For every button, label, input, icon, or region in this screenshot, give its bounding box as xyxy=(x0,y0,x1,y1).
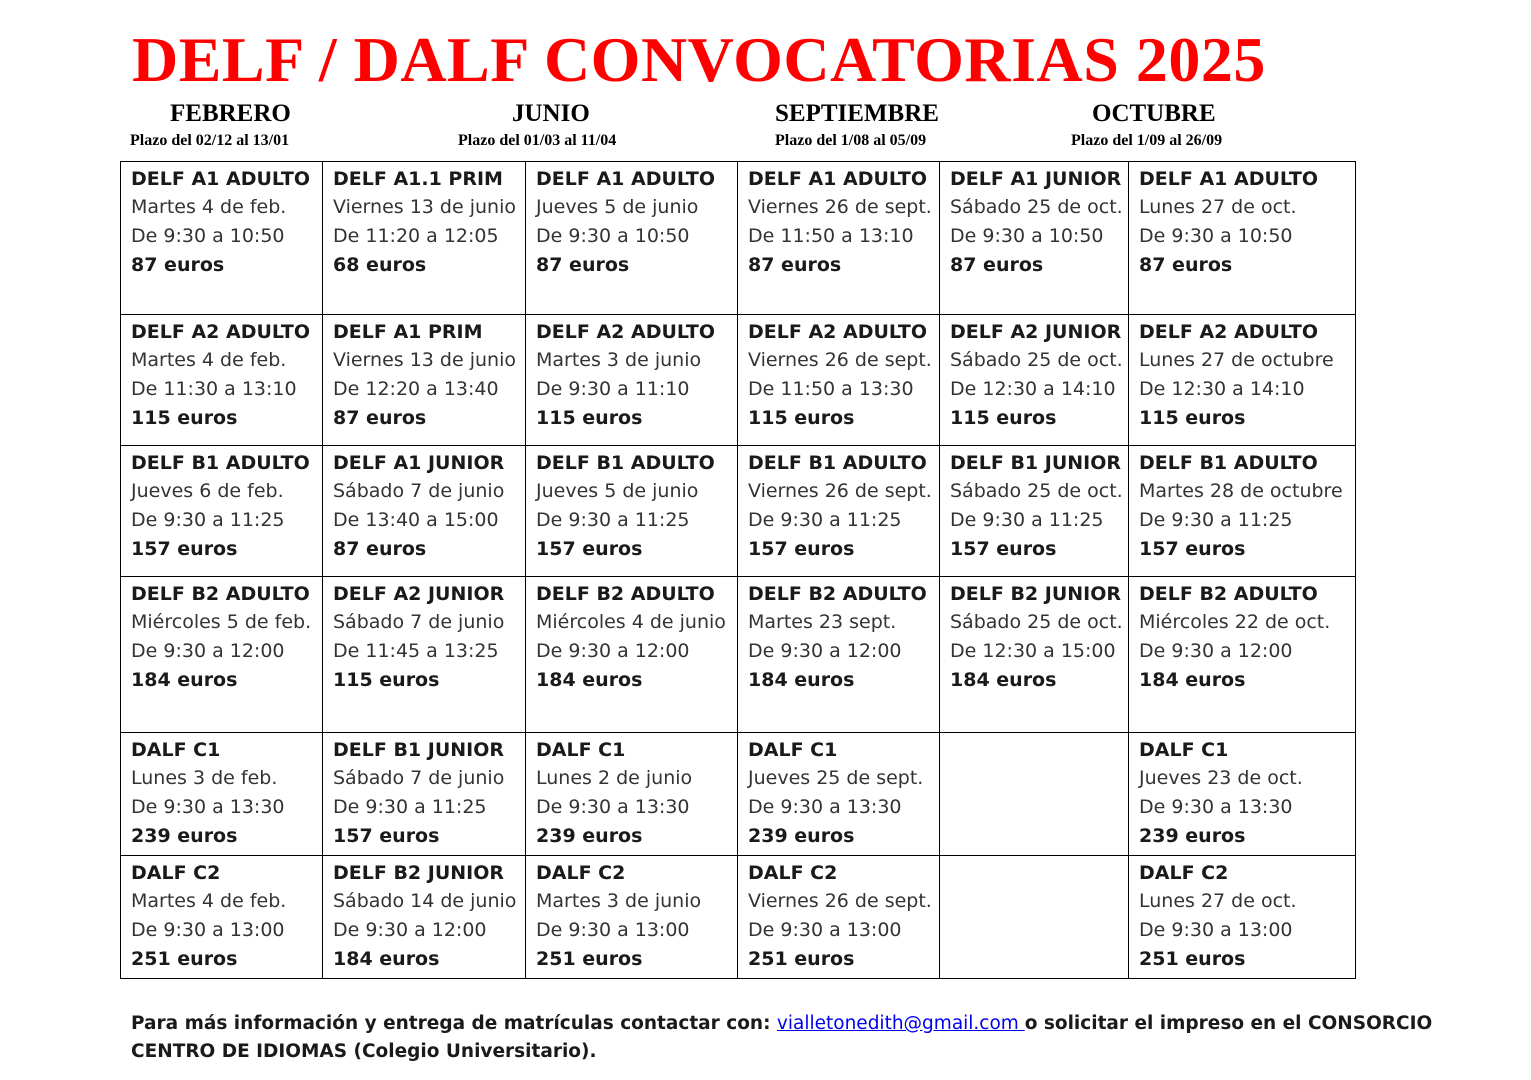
exam-date: Viernes 26 de sept. xyxy=(748,196,932,218)
exam-price: 157 euros xyxy=(333,825,440,847)
exam-time: De 11:45 a 13:25 xyxy=(333,640,499,662)
exam-name: DALF C1 xyxy=(748,739,838,761)
exam-date: Lunes 27 de oct. xyxy=(1139,196,1297,218)
exam-price: 239 euros xyxy=(131,825,238,847)
exam-time: De 11:50 a 13:30 xyxy=(748,378,914,400)
exam-date: Jueves 25 de sept. xyxy=(748,767,924,789)
exam-price: 239 euros xyxy=(1139,825,1246,847)
exam-date: Martes 4 de feb. xyxy=(131,890,287,912)
exam-price: 115 euros xyxy=(131,407,238,429)
exam-date: Lunes 27 de oct. xyxy=(1139,890,1297,912)
exam-cell xyxy=(526,856,738,979)
exam-cell xyxy=(323,577,526,733)
exam-time: De 9:30 a 13:30 xyxy=(1139,796,1293,818)
exam-name: DELF A2 JUNIOR xyxy=(950,321,1122,343)
exam-time: De 9:30 a 11:10 xyxy=(536,378,690,400)
exam-name: DELF B2 ADULTO xyxy=(536,583,715,605)
exam-time: De 9:30 a 13:30 xyxy=(748,796,902,818)
exam-name: DALF C2 xyxy=(1139,862,1229,884)
month-junio: JUNIO xyxy=(512,100,590,127)
exam-price: 87 euros xyxy=(1139,254,1233,276)
contact-email-link[interactable]: vialletonedith@gmail.com xyxy=(776,1013,1025,1034)
exam-price: 87 euros xyxy=(131,254,225,276)
exam-price: 184 euros xyxy=(748,669,855,691)
exam-date: Viernes 26 de sept. xyxy=(748,890,932,912)
exam-time: De 9:30 a 11:25 xyxy=(950,509,1104,531)
exam-date: Sábado 7 de junio xyxy=(333,611,505,633)
exam-time: De 9:30 a 11:25 xyxy=(536,509,690,531)
exam-price: 115 euros xyxy=(333,669,440,691)
exam-cell xyxy=(323,162,526,315)
exam-cell xyxy=(526,446,738,577)
exam-cell xyxy=(738,733,940,856)
exam-cell xyxy=(1129,315,1356,446)
page-title: DELF / DALF CONVOCATORIAS 2025 xyxy=(132,24,1266,95)
exam-cell xyxy=(121,733,323,856)
exam-name: DELF B1 JUNIOR xyxy=(333,739,505,761)
exam-name: DELF B1 JUNIOR xyxy=(950,452,1122,474)
exam-name: DALF C1 xyxy=(1139,739,1229,761)
exam-cell xyxy=(940,162,1129,315)
exam-cell xyxy=(121,315,323,446)
plazo-junio: Plazo del 01/03 al 11/04 xyxy=(458,132,617,149)
exam-price: 87 euros xyxy=(748,254,842,276)
exam-name: DELF A1 ADULTO xyxy=(536,168,715,190)
exam-name: DELF B1 ADULTO xyxy=(131,452,310,474)
exam-time: De 9:30 a 13:30 xyxy=(131,796,285,818)
exam-price: 184 euros xyxy=(1139,669,1246,691)
month-octubre: OCTUBRE xyxy=(1092,100,1216,127)
exam-time: De 11:20 a 12:05 xyxy=(333,225,499,247)
empty-cell xyxy=(940,856,1129,979)
exam-price: 115 euros xyxy=(950,407,1057,429)
exam-date: Martes 3 de junio xyxy=(536,349,702,371)
exam-date: Sábado 25 de oct. xyxy=(950,480,1123,502)
exam-price: 239 euros xyxy=(536,825,643,847)
exam-time: De 12:30 a 14:10 xyxy=(950,378,1116,400)
exam-cell xyxy=(323,856,526,979)
exam-price: 87 euros xyxy=(950,254,1044,276)
exam-price: 239 euros xyxy=(748,825,855,847)
exam-name: DELF A1 PRIM xyxy=(333,321,483,343)
exam-price: 157 euros xyxy=(748,538,855,560)
schedule-row xyxy=(121,733,1356,856)
exam-date: Jueves 6 de feb. xyxy=(131,480,284,502)
exam-time: De 11:30 a 13:10 xyxy=(131,378,297,400)
exam-name: DALF C1 xyxy=(536,739,626,761)
exam-name: DELF B1 ADULTO xyxy=(536,452,715,474)
exam-time: De 9:30 a 13:00 xyxy=(1139,919,1293,941)
exam-price: 115 euros xyxy=(1139,407,1246,429)
exam-price: 157 euros xyxy=(950,538,1057,560)
exam-cell xyxy=(121,856,323,979)
exam-name: DELF B1 ADULTO xyxy=(748,452,927,474)
plazo-febrero: Plazo del 02/12 al 13/01 xyxy=(130,132,290,149)
exam-date: Sábado 25 de oct. xyxy=(950,611,1123,633)
exam-price: 157 euros xyxy=(131,538,238,560)
exam-date: Sábado 14 de junio xyxy=(333,890,517,912)
exam-date: Lunes 27 de octubre xyxy=(1139,349,1334,371)
exam-date: Jueves 23 de oct. xyxy=(1139,767,1303,789)
exam-name: DALF C2 xyxy=(131,862,221,884)
exam-price: 87 euros xyxy=(333,407,427,429)
exam-name: DELF B2 ADULTO xyxy=(1139,583,1318,605)
empty-cell xyxy=(940,733,1129,856)
exam-cell xyxy=(121,577,323,733)
exam-cell xyxy=(121,446,323,577)
exam-time: De 9:30 a 13:00 xyxy=(536,919,690,941)
exam-date: Lunes 2 de junio xyxy=(536,767,693,789)
exam-cell xyxy=(1129,162,1356,315)
exam-price: 251 euros xyxy=(131,948,238,970)
exam-cell xyxy=(738,856,940,979)
plazo-octubre: Plazo del 1/09 al 26/09 xyxy=(1071,132,1223,149)
exam-time: De 9:30 a 10:50 xyxy=(950,225,1104,247)
exam-name: DELF A1 ADULTO xyxy=(1139,168,1318,190)
exam-cell xyxy=(940,577,1129,733)
exam-time: De 9:30 a 13:30 xyxy=(536,796,690,818)
exam-name: DALF C2 xyxy=(748,862,838,884)
exam-date: Martes 23 sept. xyxy=(748,611,897,633)
exam-date: Jueves 5 de junio xyxy=(536,480,699,502)
exam-time: De 9:30 a 12:00 xyxy=(536,640,690,662)
exam-cell xyxy=(323,733,526,856)
exam-time: De 9:30 a 12:00 xyxy=(131,640,285,662)
exam-time: De 9:30 a 12:00 xyxy=(1139,640,1293,662)
exam-name: DELF B2 ADULTO xyxy=(131,583,310,605)
exam-date: Jueves 5 de junio xyxy=(536,196,699,218)
schedule-row xyxy=(121,315,1356,446)
exam-price: 157 euros xyxy=(536,538,643,560)
exam-price: 87 euros xyxy=(333,538,427,560)
exam-price: 251 euros xyxy=(536,948,643,970)
exam-cell xyxy=(1129,577,1356,733)
exam-cell xyxy=(1129,733,1356,856)
exam-cell xyxy=(323,315,526,446)
exam-name: DELF A1.1 PRIM xyxy=(333,168,503,190)
exam-time: De 9:30 a 10:50 xyxy=(131,225,285,247)
exam-time: De 9:30 a 11:25 xyxy=(748,509,902,531)
exam-date: Miércoles 4 de junio xyxy=(536,611,726,633)
exam-time: De 9:30 a 12:00 xyxy=(748,640,902,662)
exam-time: De 9:30 a 10:50 xyxy=(1139,225,1293,247)
exam-cell xyxy=(526,577,738,733)
exam-cell xyxy=(738,315,940,446)
exam-cell xyxy=(1129,446,1356,577)
exam-cell xyxy=(940,315,1129,446)
exam-price: 157 euros xyxy=(1139,538,1246,560)
exam-date: Sábado 25 de oct. xyxy=(950,349,1123,371)
exam-name: DELF B2 ADULTO xyxy=(748,583,927,605)
exam-date: Lunes 3 de feb. xyxy=(131,767,278,789)
exam-cell xyxy=(323,446,526,577)
exam-name: DELF B2 JUNIOR xyxy=(950,583,1122,605)
footer-text-before: Para más información y entrega de matrículas contactar con: xyxy=(131,1013,777,1034)
month-febrero: FEBRERO xyxy=(170,100,291,127)
exam-date: Sábado 7 de junio xyxy=(333,480,505,502)
exam-time: De 9:30 a 13:00 xyxy=(748,919,902,941)
exam-name: DELF A2 ADULTO xyxy=(131,321,310,343)
exam-cell xyxy=(738,446,940,577)
exam-price: 87 euros xyxy=(536,254,630,276)
exam-cell xyxy=(526,733,738,856)
exam-time: De 9:30 a 11:25 xyxy=(333,796,487,818)
exam-date: Martes 4 de feb. xyxy=(131,349,287,371)
exam-name: DALF C1 xyxy=(131,739,221,761)
exam-time: De 12:30 a 15:00 xyxy=(950,640,1116,662)
exam-date: Sábado 7 de junio xyxy=(333,767,505,789)
exam-time: De 13:40 a 15:00 xyxy=(333,509,499,531)
exam-date: Miércoles 22 de oct. xyxy=(1139,611,1331,633)
exam-date: Martes 28 de octubre xyxy=(1139,480,1343,502)
exam-price: 251 euros xyxy=(748,948,855,970)
exam-date: Miércoles 5 de feb. xyxy=(131,611,312,633)
exam-price: 68 euros xyxy=(333,254,427,276)
exam-cell xyxy=(738,577,940,733)
exam-price: 184 euros xyxy=(333,948,440,970)
exam-name: DELF A2 ADULTO xyxy=(536,321,715,343)
exam-name: DELF A1 ADULTO xyxy=(131,168,310,190)
exam-time: De 12:30 a 14:10 xyxy=(1139,378,1305,400)
exam-price: 184 euros xyxy=(950,669,1057,691)
exam-name: DELF A2 ADULTO xyxy=(748,321,927,343)
exam-cell xyxy=(738,162,940,315)
exam-name: DELF B1 ADULTO xyxy=(1139,452,1318,474)
exam-name: DELF A1 JUNIOR xyxy=(333,452,505,474)
exam-cell xyxy=(526,162,738,315)
exam-price: 115 euros xyxy=(748,407,855,429)
exam-price: 184 euros xyxy=(131,669,238,691)
exam-price: 115 euros xyxy=(536,407,643,429)
exam-cell xyxy=(1129,856,1356,979)
exam-date: Viernes 26 de sept. xyxy=(748,349,932,371)
exam-name: DELF A2 JUNIOR xyxy=(333,583,505,605)
exam-cell xyxy=(526,315,738,446)
exam-date: Sábado 25 de oct. xyxy=(950,196,1123,218)
schedule-row xyxy=(121,577,1356,733)
exam-name: DELF A1 ADULTO xyxy=(748,168,927,190)
exam-date: Viernes 13 de junio xyxy=(333,349,516,371)
plazo-septiembre: Plazo del 1/08 al 05/09 xyxy=(775,132,927,149)
footer-info xyxy=(131,1010,1501,1066)
schedule-row xyxy=(121,856,1356,979)
exam-date: Martes 4 de feb. xyxy=(131,196,287,218)
schedule-row xyxy=(121,446,1356,577)
exam-date: Viernes 13 de junio xyxy=(333,196,516,218)
exam-date: Martes 3 de junio xyxy=(536,890,702,912)
exam-cell xyxy=(940,446,1129,577)
exam-name: DELF A1 JUNIOR xyxy=(950,168,1122,190)
exam-name: DALF C2 xyxy=(536,862,626,884)
exam-time: De 9:30 a 11:25 xyxy=(131,509,285,531)
month-septiembre: SEPTIEMBRE xyxy=(775,100,939,127)
exam-time: De 9:30 a 12:00 xyxy=(333,919,487,941)
exam-time: De 9:30 a 10:50 xyxy=(536,225,690,247)
exam-time: De 12:20 a 13:40 xyxy=(333,378,499,400)
footer-text-after: o solicitar el impreso en el CONSORCIO CENTRO DE IDIOMAS (Colegio Universitario). xyxy=(131,1013,1433,1062)
exam-time: De 11:50 a 13:10 xyxy=(748,225,914,247)
exam-date: Viernes 26 de sept. xyxy=(748,480,932,502)
schedule-row xyxy=(121,162,1356,315)
exam-name: DELF B2 JUNIOR xyxy=(333,862,505,884)
exam-schedule-table xyxy=(120,161,1356,979)
exam-price: 184 euros xyxy=(536,669,643,691)
exam-cell xyxy=(121,162,323,315)
exam-price: 251 euros xyxy=(1139,948,1246,970)
exam-name: DELF A2 ADULTO xyxy=(1139,321,1318,343)
exam-time: De 9:30 a 11:25 xyxy=(1139,509,1293,531)
exam-time: De 9:30 a 13:00 xyxy=(131,919,285,941)
